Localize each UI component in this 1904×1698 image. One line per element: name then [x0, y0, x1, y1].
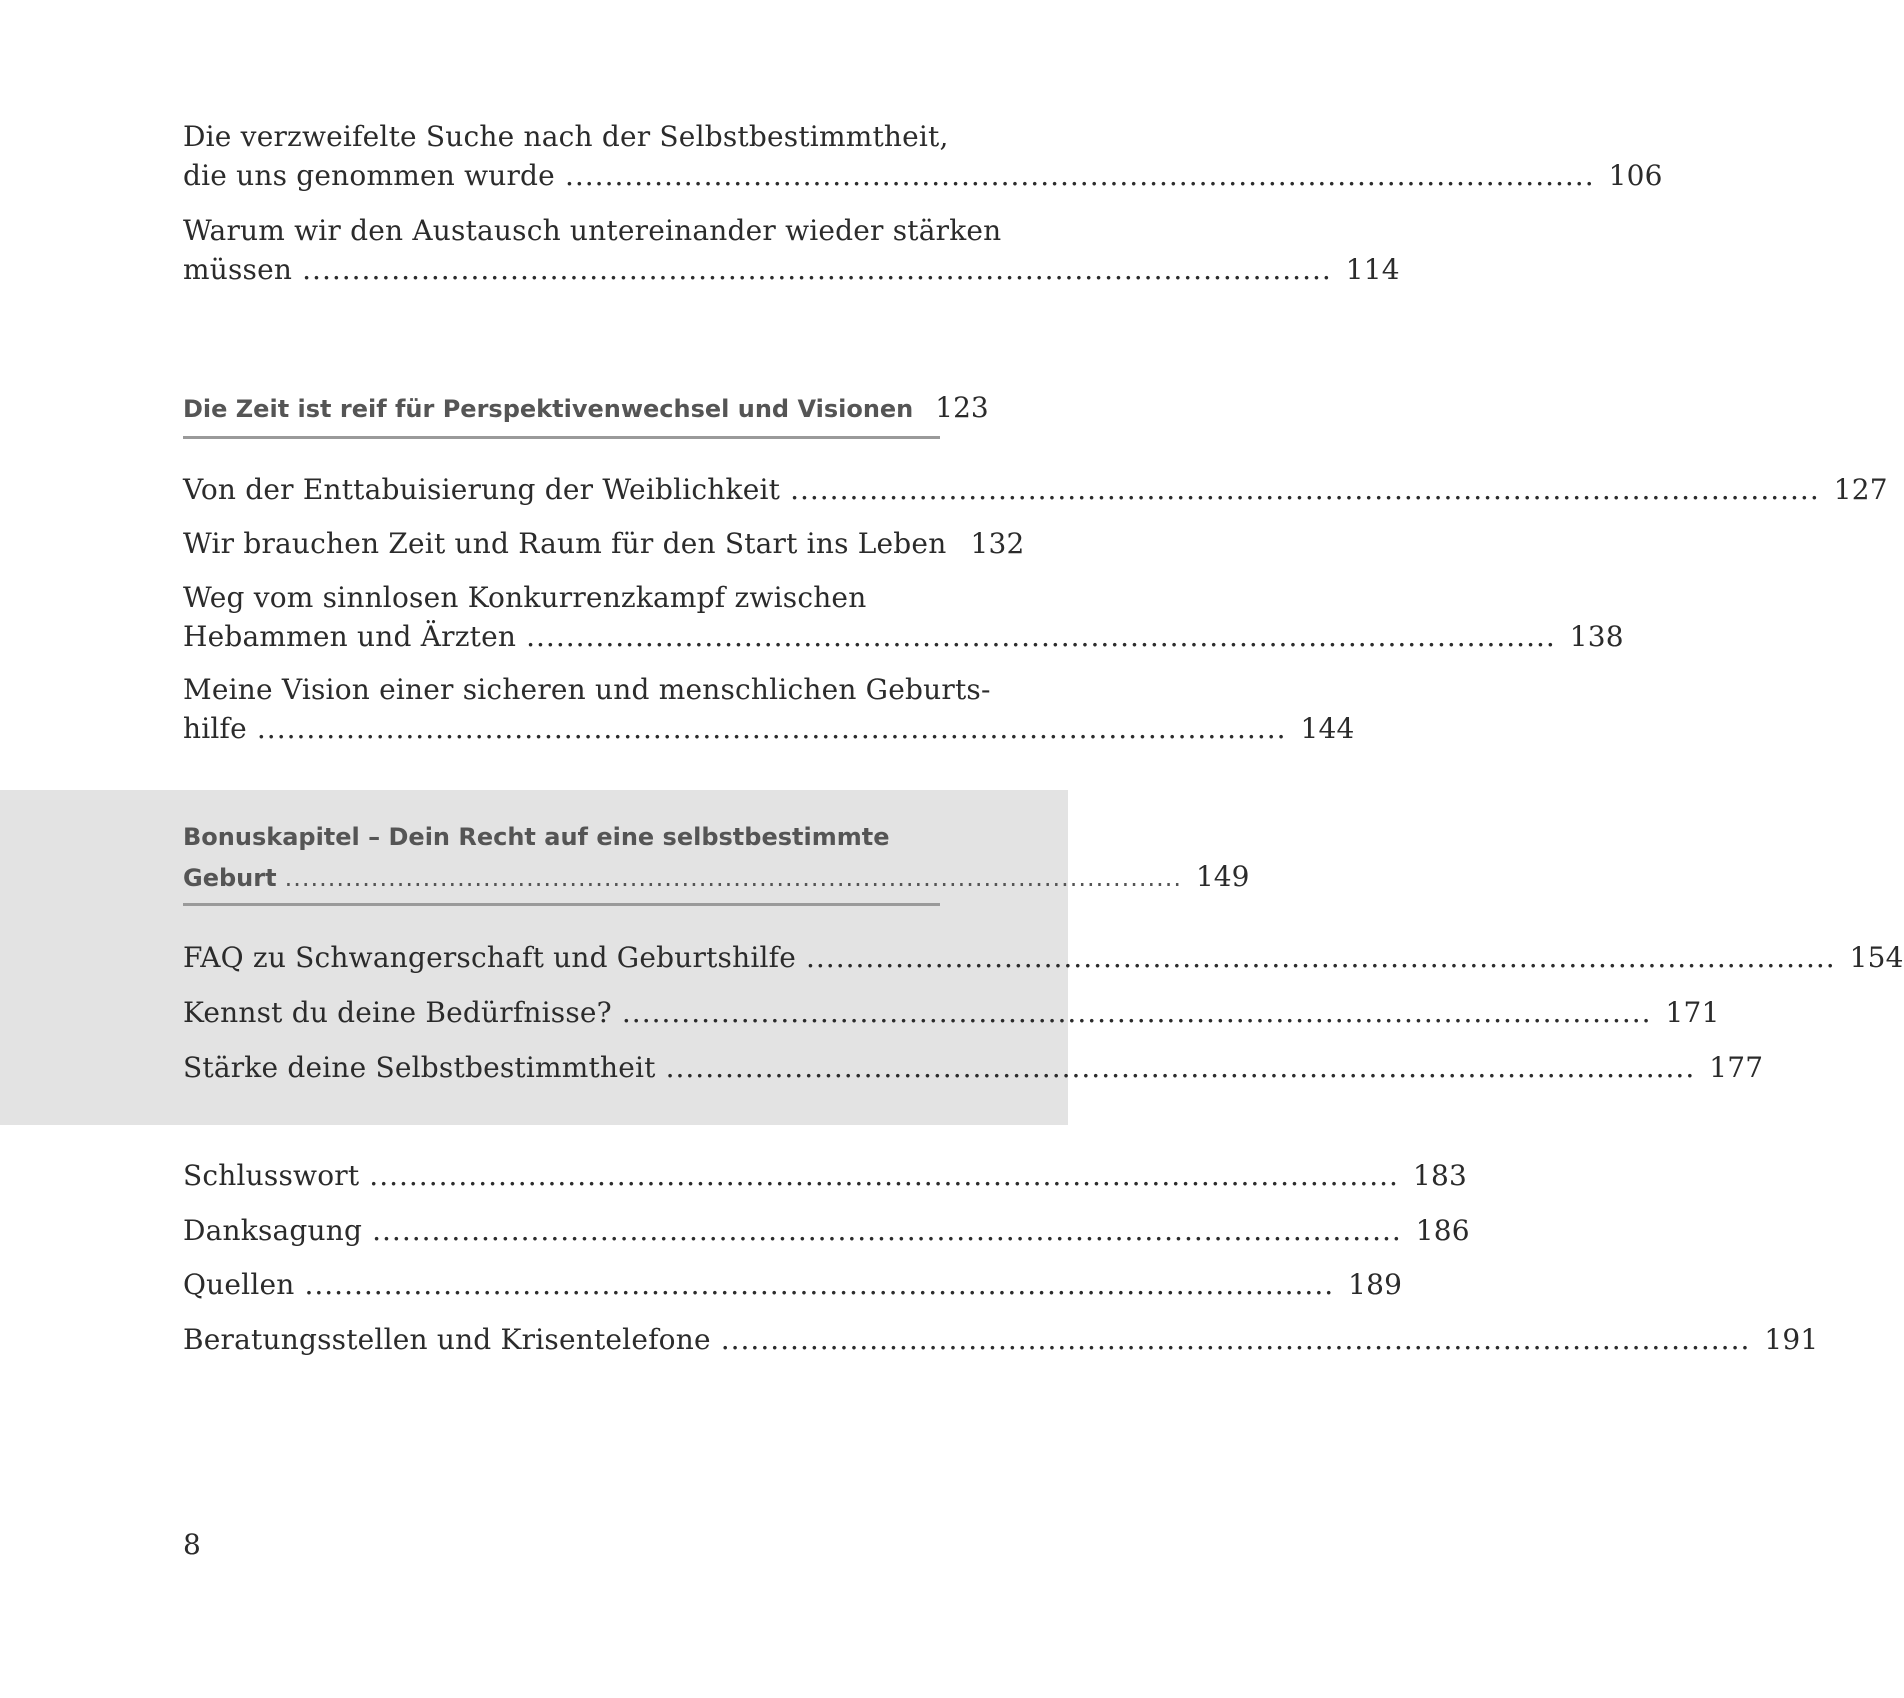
- toc-entry[interactable]: [183, 670, 1355, 748]
- entry-page-number: 106: [1608, 159, 1663, 192]
- toc-entry[interactable]: [183, 117, 1663, 195]
- entry-page-number: 127: [1833, 473, 1888, 506]
- dot-leader: ........................................................................................................: [304, 1268, 1335, 1301]
- entry-title-line: Die verzweifelte Suche nach der Selbstbestimmtheit,: [183, 120, 949, 153]
- dot-leader: ........................................................................................................: [621, 996, 1652, 1029]
- dot-leader: ........................................................................................................: [369, 1159, 1399, 1192]
- entry-page-number: 183: [1412, 1159, 1467, 1192]
- entry-page-number: 138: [1569, 620, 1624, 653]
- toc-entry[interactable]: [183, 938, 1904, 977]
- entry-page-number: 154: [1849, 941, 1904, 974]
- dot-leader: ........................................................................................................: [720, 1323, 1751, 1356]
- dot-leader: ........................................................................................................: [302, 253, 1332, 286]
- toc-entry[interactable]: [183, 470, 1888, 509]
- chapter-page-number: 149: [1195, 860, 1250, 893]
- entry-page-number: 186: [1415, 1214, 1470, 1247]
- dot-leader: ........................................................................................................: [665, 1051, 1696, 1084]
- entry-page-number: 114: [1345, 253, 1400, 286]
- entry-title: hilfe: [183, 712, 247, 745]
- entry-title: Danksagung: [183, 1214, 363, 1247]
- toc-entry[interactable]: [183, 1320, 1819, 1359]
- dot-leader: ........................................................................................................: [256, 712, 1287, 745]
- dot-leader: ........................................................................................................: [564, 159, 1595, 192]
- dot-leader: ........................................................................................................: [806, 941, 1836, 974]
- entry-title: Von der Enttabuisierung der Weiblichkeit: [183, 473, 781, 506]
- entry-title: Wir brauchen Zeit und Raum für den Start ins Leben: [183, 527, 947, 560]
- chapter-rule: [183, 903, 940, 906]
- entry-title: Kennst du deine Bedürfnisse?: [183, 996, 612, 1029]
- toc-entry[interactable]: [183, 578, 1624, 656]
- toc-entry[interactable]: [183, 524, 1025, 563]
- entry-title-line: Meine Vision einer sicheren und menschlichen Geburts-: [183, 673, 991, 706]
- entry-page-number: 132: [970, 527, 1025, 560]
- entry-title-line: Warum wir den Austausch untereinander wieder stärken: [183, 214, 1002, 247]
- entry-title-line: Weg vom sinnlosen Konkurrenzkampf zwischen: [183, 581, 867, 614]
- dot-leader: ........................................................................................................: [790, 473, 1820, 506]
- toc-entry[interactable]: [183, 211, 1400, 289]
- entry-title: Hebammen und Ärzten: [183, 620, 517, 653]
- toc-entry[interactable]: [183, 1265, 1403, 1304]
- entry-title: müssen: [183, 253, 293, 286]
- chapter-title: Die Zeit ist reif für Perspektivenwechsel und Visionen: [183, 395, 914, 423]
- chapter-rule: [183, 436, 940, 439]
- entry-page-number: 177: [1709, 1051, 1764, 1084]
- bonus-chapter-heading[interactable]: [183, 818, 1250, 898]
- chapter-page-number: 123: [935, 391, 989, 424]
- entry-page-number: 171: [1665, 996, 1720, 1029]
- dot-leader: ........................................................................................................: [372, 1214, 1402, 1247]
- toc-entry[interactable]: [183, 993, 1720, 1032]
- dot-leader: ........................................................................................................: [526, 620, 1556, 653]
- entry-title: Schlusswort: [183, 1159, 360, 1192]
- toc-entry[interactable]: [183, 1211, 1470, 1250]
- entry-title: FAQ zu Schwangerschaft und Geburtshilfe: [183, 941, 796, 974]
- chapter-title: Geburt: [183, 864, 277, 892]
- entry-page-number: 189: [1348, 1268, 1403, 1301]
- entry-title: die uns genommen wurde: [183, 159, 555, 192]
- entry-title: Beratungsstellen und Krisentelefone: [183, 1323, 711, 1356]
- entry-title: Stärke deine Selbstbestimmtheit: [183, 1051, 656, 1084]
- toc-entry[interactable]: [183, 1156, 1467, 1195]
- entry-page-number: 191: [1764, 1323, 1819, 1356]
- chapter-title-line: Bonuskapitel – Dein Recht auf eine selbstbestimmte: [183, 823, 890, 851]
- dot-leader: ........................................................................................................: [284, 864, 1182, 892]
- page-number: 8: [183, 1528, 201, 1561]
- toc-entry[interactable]: [183, 1048, 1764, 1087]
- chapter-heading[interactable]: [183, 388, 989, 429]
- entry-title: Quellen: [183, 1268, 295, 1301]
- entry-page-number: 144: [1300, 712, 1355, 745]
